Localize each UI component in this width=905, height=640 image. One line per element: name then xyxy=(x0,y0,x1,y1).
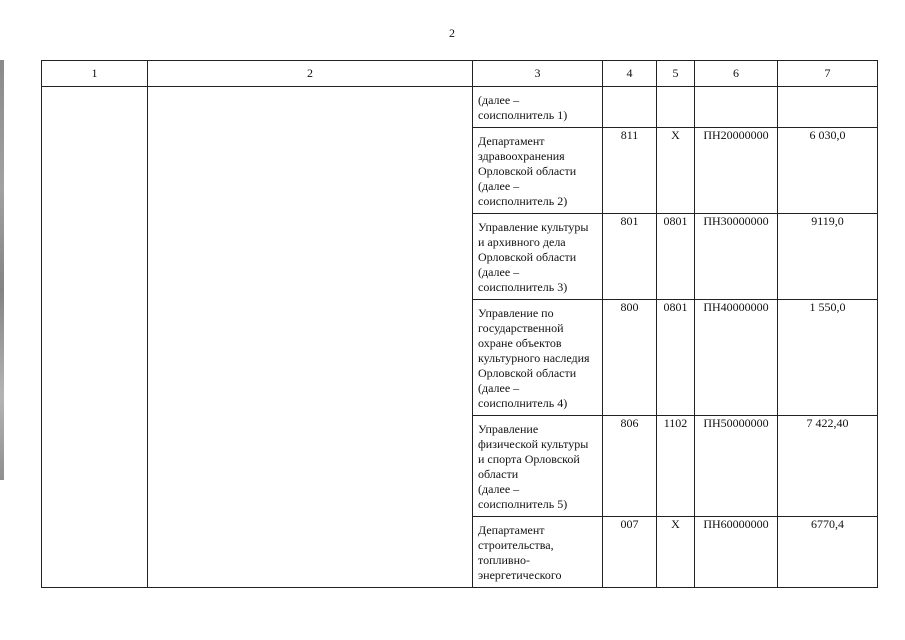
executor-line: области xyxy=(478,467,519,481)
executor-line: и архивного дела xyxy=(478,235,566,249)
executor-line: соисполнитель 3) xyxy=(478,280,568,294)
code-cell-col6 xyxy=(695,87,778,128)
executor-cell xyxy=(473,300,603,416)
executor-line: охране объектов xyxy=(478,336,562,350)
header-cell-4: 4 xyxy=(603,61,657,87)
merged-cell-col2 xyxy=(148,87,473,588)
executor-line: государственной xyxy=(478,321,564,335)
executor-cell xyxy=(473,87,603,128)
executor-line: (далее – xyxy=(478,265,520,279)
code-cell-col4: 811 xyxy=(603,128,657,214)
code-cell-col5: 0801 xyxy=(657,300,695,416)
header-cell-3: 3 xyxy=(473,61,603,87)
code-cell-col4: 801 xyxy=(603,214,657,300)
code-cell-col5: X xyxy=(657,128,695,214)
executor-line: Управление по xyxy=(478,306,554,320)
amount-cell xyxy=(778,87,878,128)
code-cell-col4: 800 xyxy=(603,300,657,416)
code-cell-col5: 0801 xyxy=(657,214,695,300)
executor-line: Орловской области xyxy=(478,250,577,264)
header-cell-2: 2 xyxy=(148,61,473,87)
executor-cell xyxy=(473,416,603,517)
code-cell-col4: 806 xyxy=(603,416,657,517)
table-row xyxy=(42,87,878,128)
executor-cell xyxy=(473,128,603,214)
code-cell-col6: ПН50000000 xyxy=(695,416,778,517)
executor-line: соисполнитель 5) xyxy=(478,497,568,511)
header-cell-7: 7 xyxy=(778,61,878,87)
executor-line: соисполнитель 4) xyxy=(478,396,568,410)
executor-line: Департамент xyxy=(478,134,545,148)
code-cell-col5: X xyxy=(657,517,695,588)
executor-line: Департамент xyxy=(478,523,545,537)
code-cell-col5: 1102 xyxy=(657,416,695,517)
executor-line: здравоохранения xyxy=(478,149,565,163)
code-cell-col6: ПН30000000 xyxy=(695,214,778,300)
executor-line: соисполнитель 2) xyxy=(478,194,568,208)
code-cell-col5 xyxy=(657,87,695,128)
executor-line: и спорта Орловской xyxy=(478,452,580,466)
executor-line: топливно- xyxy=(478,553,531,567)
program-executors-table xyxy=(41,60,878,588)
executor-line: Управление культуры xyxy=(478,220,589,234)
header-cell-6: 6 xyxy=(695,61,778,87)
code-cell-col6: ПН40000000 xyxy=(695,300,778,416)
executor-line: Орловской области xyxy=(478,164,577,178)
code-cell-col6: ПН20000000 xyxy=(695,128,778,214)
code-cell-col4: 007 xyxy=(603,517,657,588)
executor-line: (далее – xyxy=(478,179,520,193)
executor-line: Управление xyxy=(478,422,539,436)
merged-cell-col1 xyxy=(42,87,148,588)
page-number: 2 xyxy=(449,26,455,40)
executor-line: физической культуры xyxy=(478,437,589,451)
amount-cell: 6770,4 xyxy=(778,517,878,588)
executor-line: (далее – xyxy=(478,482,520,496)
header-row xyxy=(42,61,878,87)
executor-line: энергетического xyxy=(478,568,562,582)
executor-line: культурного наследия xyxy=(478,351,590,365)
amount-cell: 6 030,0 xyxy=(778,128,878,214)
amount-cell: 1 550,0 xyxy=(778,300,878,416)
scan-edge-artifact xyxy=(0,60,4,480)
code-cell-col4 xyxy=(603,87,657,128)
header-cell-5: 5 xyxy=(657,61,695,87)
executor-cell xyxy=(473,517,603,588)
executor-line: соисполнитель 1) xyxy=(478,108,568,122)
amount-cell: 7 422,40 xyxy=(778,416,878,517)
code-cell-col6: ПН60000000 xyxy=(695,517,778,588)
executor-line: строительства, xyxy=(478,538,554,552)
executor-line: Орловской области xyxy=(478,366,577,380)
executor-cell xyxy=(473,214,603,300)
header-cell-1: 1 xyxy=(42,61,148,87)
executor-line: (далее – xyxy=(478,93,520,107)
executor-line: (далее – xyxy=(478,381,520,395)
amount-cell: 9119,0 xyxy=(778,214,878,300)
